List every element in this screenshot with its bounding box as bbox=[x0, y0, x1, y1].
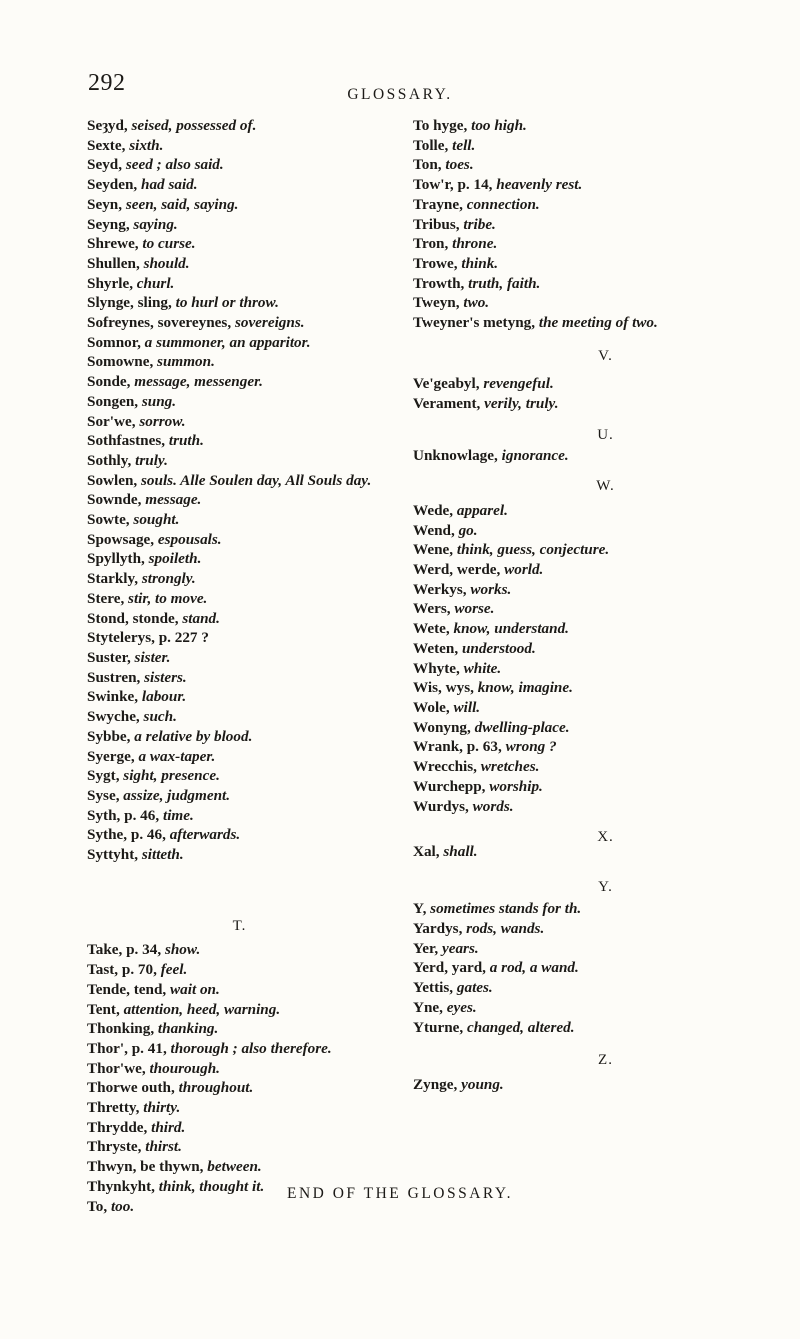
glossary-entry bbox=[87, 806, 392, 826]
glossary-entry bbox=[413, 394, 798, 414]
definition: sought. bbox=[133, 511, 180, 529]
entries-v bbox=[413, 374, 798, 413]
glossary-entry bbox=[87, 727, 392, 747]
headword: Tron, bbox=[413, 235, 449, 253]
glossary-entry bbox=[87, 412, 392, 432]
glossary-entry bbox=[87, 234, 392, 254]
headword: Starkly, bbox=[87, 570, 139, 588]
headword: Sothly, bbox=[87, 451, 132, 469]
section-heading-v: V. bbox=[598, 347, 613, 364]
glossary-entry bbox=[87, 1098, 392, 1118]
definition: know, understand. bbox=[453, 620, 569, 638]
headword: Wis, wys, bbox=[413, 679, 474, 697]
headword: Sythe, p. 46, bbox=[87, 826, 166, 844]
glossary-entry bbox=[87, 274, 392, 294]
definition: understood. bbox=[461, 639, 536, 657]
glossary-entry bbox=[87, 490, 392, 510]
definition: sister. bbox=[134, 648, 171, 666]
definition: world. bbox=[504, 561, 544, 579]
headword: Spowsage, bbox=[87, 530, 155, 548]
glossary-entry bbox=[87, 352, 392, 372]
definition: connection. bbox=[466, 195, 540, 213]
definition: two. bbox=[463, 294, 490, 312]
glossary-entry bbox=[87, 1157, 392, 1177]
glossary-entry bbox=[413, 175, 798, 195]
left-column bbox=[87, 116, 392, 1216]
headword: Xal, bbox=[413, 842, 440, 860]
glossary-entry bbox=[87, 1000, 392, 1020]
definition: dwelling-place. bbox=[474, 718, 570, 736]
glossary-entry bbox=[413, 234, 798, 254]
definition: a relative by blood. bbox=[134, 727, 253, 745]
definition: thirty. bbox=[143, 1099, 181, 1117]
definition: churl. bbox=[136, 274, 175, 292]
headword: Seȝyd, bbox=[87, 117, 128, 134]
headword: Tweyn, bbox=[413, 294, 460, 312]
headword: Trowth, bbox=[413, 274, 465, 292]
definition: sisters. bbox=[144, 668, 187, 686]
headword: Wurdys, bbox=[413, 797, 469, 815]
glossary-entry bbox=[413, 797, 798, 817]
glossary-entry bbox=[87, 1078, 392, 1098]
definition: sung. bbox=[141, 392, 177, 410]
glossary-entry bbox=[87, 471, 392, 491]
glossary-entry bbox=[413, 718, 798, 738]
definition: attention, heed, warning. bbox=[123, 1000, 281, 1018]
glossary-entry bbox=[87, 155, 392, 175]
glossary-entry bbox=[413, 195, 798, 215]
glossary-entry bbox=[413, 777, 798, 797]
headword: Songen, bbox=[87, 392, 139, 410]
glossary-entry bbox=[413, 254, 798, 274]
glossary-entry bbox=[413, 215, 798, 235]
definition: stir, to move. bbox=[128, 589, 208, 607]
headword: Syse, bbox=[87, 786, 120, 804]
headword: Trowe, bbox=[413, 254, 458, 272]
definition: think, guess, conjecture. bbox=[456, 541, 610, 559]
glossary-entry bbox=[413, 958, 798, 978]
definition: tribe. bbox=[463, 215, 496, 233]
glossary-entry bbox=[413, 1075, 798, 1095]
glossary-entry bbox=[413, 116, 798, 136]
glossary-entry bbox=[413, 155, 798, 175]
glossary-entry bbox=[413, 757, 798, 777]
glossary-entry bbox=[87, 372, 392, 392]
headword: Thor'we, bbox=[87, 1059, 146, 1077]
glossary-entry bbox=[413, 501, 798, 521]
glossary-entry bbox=[87, 195, 392, 215]
glossary-entry bbox=[87, 215, 392, 235]
headword: Syttyht, bbox=[87, 846, 139, 864]
definition: show. bbox=[164, 941, 201, 959]
headword: Whyte, bbox=[413, 659, 460, 677]
headword: Shyrle, bbox=[87, 274, 133, 292]
glossary-entry bbox=[87, 628, 392, 648]
headword: Thryste, bbox=[87, 1138, 142, 1156]
entries-y bbox=[413, 899, 798, 1037]
definition: afterwards. bbox=[169, 826, 241, 844]
glossary-entry bbox=[87, 569, 392, 589]
headword: Wend, bbox=[413, 521, 455, 539]
definition: to curse. bbox=[142, 235, 196, 253]
glossary-entry bbox=[413, 619, 798, 639]
glossary-entry bbox=[413, 560, 798, 580]
headword: Weten, bbox=[413, 639, 459, 657]
definition: saying. bbox=[133, 215, 178, 233]
entries-w bbox=[413, 501, 798, 816]
glossary-entry bbox=[413, 136, 798, 156]
headword: Unknowlage, bbox=[413, 446, 498, 464]
definition: truly. bbox=[135, 451, 168, 469]
section-heading-x: X. bbox=[597, 829, 614, 846]
definition: sovereigns. bbox=[234, 314, 305, 332]
entries-t bbox=[87, 940, 392, 1216]
definition: works. bbox=[470, 580, 512, 598]
glossary-entry bbox=[413, 599, 798, 619]
definition: a wax-taper. bbox=[138, 747, 216, 765]
headword: Swinke, bbox=[87, 688, 139, 706]
headword: Seyn, bbox=[87, 195, 123, 213]
headword: Werd, werde, bbox=[413, 561, 501, 579]
glossary-entry bbox=[413, 939, 798, 959]
running-title: GLOSSARY. bbox=[347, 86, 453, 103]
headword: Sonde, bbox=[87, 373, 131, 391]
definition: seised, possessed of. bbox=[131, 117, 257, 134]
headword: Sownde, bbox=[87, 491, 142, 509]
definition: tell. bbox=[452, 136, 476, 154]
glossary-entry bbox=[87, 786, 392, 806]
glossary-entry bbox=[413, 521, 798, 541]
glossary-entry bbox=[87, 766, 392, 786]
headword: Take, p. 34, bbox=[87, 941, 162, 959]
definition: too high. bbox=[471, 117, 527, 134]
glossary-entry bbox=[413, 374, 798, 394]
definition: spoileth. bbox=[148, 550, 202, 568]
definition: shall. bbox=[443, 842, 478, 860]
headword: Sexte, bbox=[87, 136, 126, 154]
definition: words. bbox=[472, 797, 514, 815]
headword: Sothfastnes, bbox=[87, 432, 166, 450]
definition: gates. bbox=[456, 979, 493, 997]
definition: had said. bbox=[141, 176, 198, 194]
headword: Thretty, bbox=[87, 1099, 140, 1117]
definition: go. bbox=[458, 521, 478, 539]
glossary-entry bbox=[87, 609, 392, 629]
definition: such. bbox=[143, 708, 177, 726]
definition: eyes. bbox=[446, 998, 477, 1016]
glossary-entry bbox=[413, 899, 798, 919]
definition: wretches. bbox=[480, 758, 540, 776]
glossary-entry bbox=[87, 960, 392, 980]
headword: Yer, bbox=[413, 939, 439, 957]
headword: Tribus, bbox=[413, 215, 460, 233]
page-number: 292 bbox=[88, 70, 126, 96]
headword: Wete, bbox=[413, 620, 450, 638]
glossary-entry bbox=[87, 687, 392, 707]
headword: Swyche, bbox=[87, 708, 140, 726]
glossary-entry bbox=[87, 549, 392, 569]
definition: should. bbox=[143, 254, 190, 272]
headword: Yturne, bbox=[413, 1018, 464, 1036]
headword: Tweyner's metyng, bbox=[413, 314, 536, 332]
glossary-entry bbox=[87, 293, 392, 313]
headword: Werkys, bbox=[413, 580, 467, 598]
headword: Thwyn, be thywn, bbox=[87, 1158, 204, 1176]
headword: To, bbox=[87, 1197, 108, 1215]
glossary-entry bbox=[87, 1019, 392, 1039]
headword: Wurchepp, bbox=[413, 777, 486, 795]
definition: worship. bbox=[489, 777, 543, 795]
headword: To hyge, bbox=[413, 117, 468, 134]
headword: Seyd, bbox=[87, 156, 123, 174]
glossary-entry bbox=[413, 313, 798, 333]
headword: Thor', p. 41, bbox=[87, 1039, 167, 1057]
definition: verily, truly. bbox=[484, 395, 559, 413]
headword: Wene, bbox=[413, 541, 454, 559]
definition: feel. bbox=[160, 961, 188, 979]
definition: sometimes stands for th. bbox=[430, 900, 582, 918]
headword: Stytelerys, p. 227 ? bbox=[87, 629, 209, 647]
glossary-entry bbox=[87, 530, 392, 550]
glossary-entry bbox=[87, 333, 392, 353]
headword: Tende, tend, bbox=[87, 980, 167, 998]
glossary-entry bbox=[87, 392, 392, 412]
glossary-entry bbox=[87, 668, 392, 688]
headword: Yerd, yard, bbox=[413, 959, 486, 977]
section-heading-t: T. bbox=[232, 917, 247, 934]
definition: revengeful. bbox=[483, 375, 554, 393]
glossary-entry bbox=[87, 589, 392, 609]
headword: Wede, bbox=[413, 501, 454, 519]
glossary-entry bbox=[413, 978, 798, 998]
definition: the meeting of two. bbox=[538, 314, 658, 332]
glossary-entry bbox=[413, 274, 798, 294]
section-heading-z: Z. bbox=[598, 1052, 613, 1069]
entries-s bbox=[87, 116, 392, 865]
headword: Syth, p. 46, bbox=[87, 806, 160, 824]
glossary-entry bbox=[413, 446, 798, 466]
definition: sixth. bbox=[129, 136, 164, 154]
glossary-entry bbox=[87, 980, 392, 1000]
entries-u bbox=[413, 446, 798, 466]
headword: Somowne, bbox=[87, 353, 154, 371]
definition: message, messenger. bbox=[134, 373, 263, 391]
definition: labour. bbox=[141, 688, 187, 706]
definition: between. bbox=[207, 1158, 262, 1176]
glossary-entry bbox=[87, 747, 392, 767]
headword: Sowte, bbox=[87, 511, 130, 529]
definition: thorough ; also therefore. bbox=[170, 1039, 332, 1057]
definition: time. bbox=[162, 806, 194, 824]
glossary-entry bbox=[87, 1059, 392, 1079]
definition: message. bbox=[145, 491, 202, 509]
definition: sitteth. bbox=[141, 846, 184, 864]
headword: Thorwe outh, bbox=[87, 1079, 175, 1097]
headword: Tow'r, p. 14, bbox=[413, 176, 493, 194]
end-of-glossary: END OF THE GLOSSARY. bbox=[287, 1185, 513, 1202]
headword: Tast, p. 70, bbox=[87, 961, 157, 979]
headword: Stond, stonde, bbox=[87, 609, 179, 627]
headword: Slynge, sling, bbox=[87, 294, 172, 312]
definition: worse. bbox=[454, 600, 495, 618]
entries-t-continued bbox=[413, 116, 798, 333]
headword: Shullen, bbox=[87, 254, 140, 272]
definition: sorrow. bbox=[139, 412, 186, 430]
headword: Sustren, bbox=[87, 668, 141, 686]
definition: stand. bbox=[182, 609, 220, 627]
definition: souls. Alle Soulen day, All Souls day. bbox=[141, 471, 372, 489]
headword: Wers, bbox=[413, 600, 451, 618]
glossary-entry bbox=[87, 116, 392, 136]
definition: seed ; also said. bbox=[125, 156, 224, 174]
headword: Verament, bbox=[413, 395, 481, 413]
definition: truth, faith. bbox=[468, 274, 541, 292]
headword: Sor'we, bbox=[87, 412, 136, 430]
definition: apparel. bbox=[456, 501, 508, 519]
glossary-entry bbox=[87, 1137, 392, 1157]
headword: Y, bbox=[413, 900, 427, 918]
definition: years. bbox=[441, 939, 479, 957]
headword: Sofreynes, sovereynes, bbox=[87, 314, 232, 332]
headword: Shrewe, bbox=[87, 235, 139, 253]
glossary-entry bbox=[413, 919, 798, 939]
definition: wait on. bbox=[170, 980, 220, 998]
headword: Seyng, bbox=[87, 215, 130, 233]
definition: sight, presence. bbox=[123, 767, 220, 785]
glossary-entry bbox=[87, 254, 392, 274]
headword: Seyden, bbox=[87, 176, 138, 194]
definition: white. bbox=[463, 659, 502, 677]
definition: changed, altered. bbox=[467, 1018, 575, 1036]
definition: too. bbox=[110, 1197, 135, 1215]
glossary-entry bbox=[413, 698, 798, 718]
section-heading-w: W. bbox=[596, 478, 615, 495]
glossary-entry bbox=[87, 136, 392, 156]
headword: Thrydde, bbox=[87, 1118, 148, 1136]
headword: Ve'geabyl, bbox=[413, 375, 480, 393]
headword: Sybbe, bbox=[87, 727, 131, 745]
headword: Trayne, bbox=[413, 195, 463, 213]
definition: strongly. bbox=[141, 570, 196, 588]
glossary-entry bbox=[87, 451, 392, 471]
definition: to hurl or throw. bbox=[175, 294, 279, 312]
definition: throughout. bbox=[178, 1079, 254, 1097]
definition: third. bbox=[151, 1118, 186, 1136]
definition: a rod, a wand. bbox=[489, 959, 579, 977]
glossary-entry bbox=[87, 313, 392, 333]
headword: Yettis, bbox=[413, 979, 454, 997]
definition: espousals. bbox=[157, 530, 222, 548]
right-column bbox=[413, 116, 798, 1095]
headword: Yardys, bbox=[413, 920, 463, 938]
glossary-entry bbox=[87, 707, 392, 727]
definition: throne. bbox=[452, 235, 498, 253]
definition: thourough. bbox=[149, 1059, 220, 1077]
section-heading-u: U. bbox=[597, 426, 614, 443]
headword: Ton, bbox=[413, 156, 442, 174]
headword: Wrecchis, bbox=[413, 758, 477, 776]
headword: Sygt, bbox=[87, 767, 120, 785]
definition: will. bbox=[453, 698, 481, 716]
headword: Zynge, bbox=[413, 1075, 458, 1093]
glossary-entry bbox=[413, 998, 798, 1018]
definition: toes. bbox=[445, 156, 474, 174]
glossary-entry bbox=[87, 1118, 392, 1138]
headword: Tent, bbox=[87, 1000, 120, 1018]
headword: Stere, bbox=[87, 589, 125, 607]
glossary-entry bbox=[413, 639, 798, 659]
headword: Suster, bbox=[87, 648, 131, 666]
definition: wrong ? bbox=[505, 738, 557, 756]
definition: truth. bbox=[168, 432, 204, 450]
definition: summon. bbox=[157, 353, 215, 371]
glossary-entry bbox=[87, 175, 392, 195]
headword: Spyllyth, bbox=[87, 550, 145, 568]
headword: Wrank, p. 63, bbox=[413, 738, 502, 756]
glossary-entry bbox=[87, 845, 392, 865]
definition: know, imagine. bbox=[477, 679, 573, 697]
definition: thirst. bbox=[145, 1138, 182, 1156]
definition: thanking. bbox=[157, 1020, 219, 1038]
definition: seen, said, saying. bbox=[125, 195, 239, 213]
glossary-entry bbox=[413, 678, 798, 698]
definition: think. bbox=[461, 254, 499, 272]
headword: Somnor, bbox=[87, 333, 141, 351]
headword: Yne, bbox=[413, 998, 443, 1016]
definition: heavenly rest. bbox=[496, 176, 583, 194]
glossary-entry bbox=[87, 825, 392, 845]
glossary-entry bbox=[87, 648, 392, 668]
definition: assize, judgment. bbox=[123, 786, 231, 804]
headword: Thynkyht, bbox=[87, 1177, 155, 1195]
headword: Syerge, bbox=[87, 747, 135, 765]
glossary-entry bbox=[413, 580, 798, 600]
definition: rods, wands. bbox=[466, 920, 545, 938]
glossary-entry bbox=[413, 540, 798, 560]
definition: think, thought it. bbox=[158, 1177, 265, 1195]
headword: Thonking, bbox=[87, 1020, 155, 1038]
glossary-entry bbox=[413, 1018, 798, 1038]
headword: Sowlen, bbox=[87, 471, 138, 489]
glossary-entry bbox=[87, 510, 392, 530]
glossary-entry bbox=[87, 1039, 392, 1059]
definition: young. bbox=[461, 1075, 504, 1093]
definition: ignorance. bbox=[501, 446, 569, 464]
section-heading-y: Y. bbox=[598, 878, 613, 895]
glossary-entry bbox=[413, 293, 798, 313]
headword: Wonyng, bbox=[413, 718, 471, 736]
glossary-entry bbox=[87, 431, 392, 451]
glossary-entry bbox=[413, 737, 798, 757]
entries-z bbox=[413, 1075, 798, 1095]
glossary-entry bbox=[413, 659, 798, 679]
headword: Wole, bbox=[413, 698, 450, 716]
glossary-entry bbox=[87, 940, 392, 960]
headword: Tolle, bbox=[413, 136, 449, 154]
definition: a summoner, an apparitor. bbox=[144, 333, 311, 351]
